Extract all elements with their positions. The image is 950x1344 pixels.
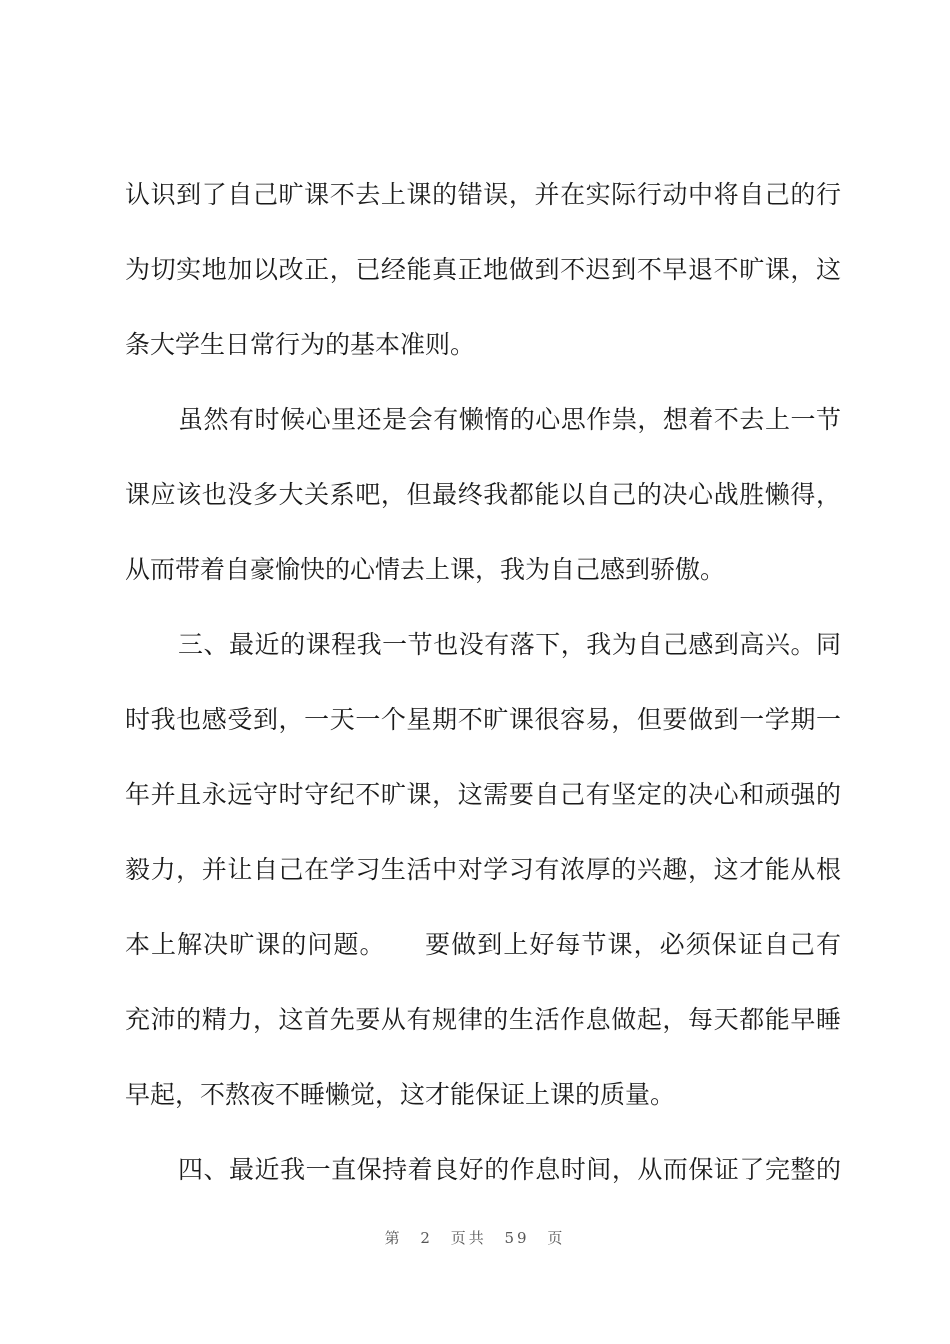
text-line-9: 年并且永远守时守纪不旷课，这需要自己有坚定的决心和顽强的: [125, 780, 841, 809]
text-line-4: 虽然有时候心里还是会有懒惰的心思作祟，想着不去上一节: [178, 405, 841, 434]
text-line-2: 为切实地加以改正，已经能真正地做到不迟到不早退不旷课，这: [125, 255, 841, 284]
text-line-7: 三、最近的课程我一节也没有落下，我为自己感到高兴。同: [178, 630, 841, 659]
text-line-13: 早起，不熬夜不睡懒觉，这才能保证上课的质量。: [125, 1080, 676, 1109]
page-number-footer: 第 2 页共 59 页: [384, 1229, 566, 1247]
text-line-12: 充沛的精力，这首先要从有规律的生活作息做起，每天都能早睡: [125, 1005, 841, 1034]
text-line-10: 毅力，并让自己在学习生活中对学习有浓厚的兴趣，这才能从根: [125, 855, 841, 884]
text-line-3: 条大学生日常行为的基本准则。: [125, 330, 476, 359]
text-line-11: 本上解决旷课的问题。 要做到上好每节课，必须保证自己有: [125, 930, 841, 959]
text-line-1: 认识到了自己旷课不去上课的错误，并在实际行动中将自己的行: [125, 180, 841, 209]
text-line-5: 课应该也没多大关系吧，但最终我都能以自己的决心战胜懒得，: [125, 480, 841, 509]
text-line-14: 四、最近我一直保持着良好的作息时间，从而保证了完整的: [178, 1155, 841, 1184]
text-line-8: 时我也感受到，一天一个星期不旷课很容易，但要做到一学期一: [125, 705, 841, 734]
text-line-6: 从而带着自豪愉快的心情去上课，我为自己感到骄傲。: [125, 555, 726, 584]
